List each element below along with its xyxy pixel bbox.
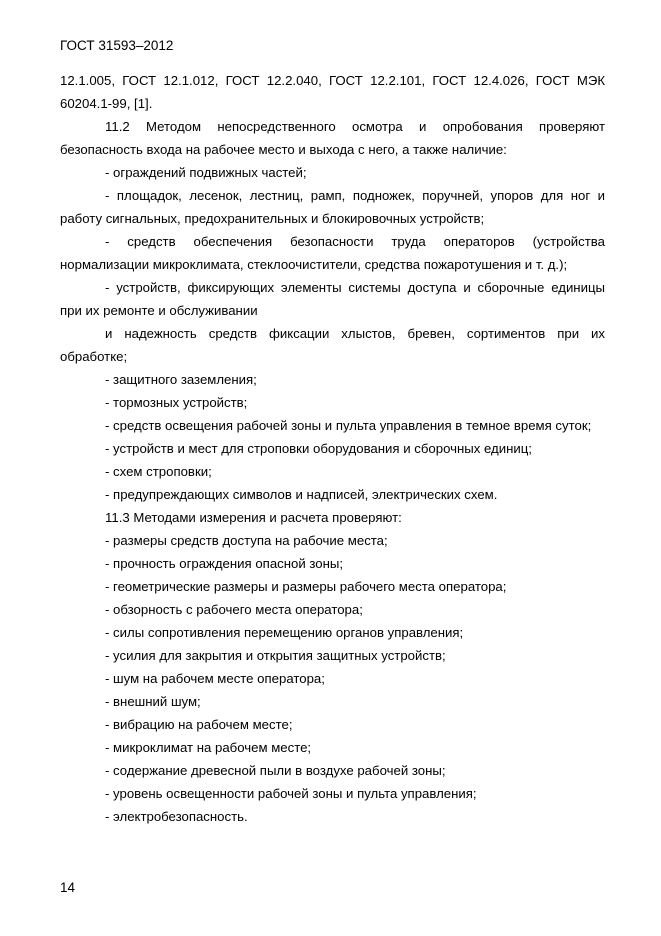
document-body bbox=[60, 69, 605, 828]
list-item: - устройств и мест для строповки оборудования и сборочных единиц; bbox=[105, 441, 532, 456]
list-item: - вибрацию на рабочем месте; bbox=[105, 717, 293, 732]
list-item: - площадок, лесенок, лестниц, рамп, подножек, поручней, упоров для ног и работу сигнальных, предохранительных и блокировочных устройств; bbox=[60, 188, 605, 226]
list-item: - тормозных устройств; bbox=[105, 395, 248, 410]
list-item: - схем строповки; bbox=[105, 464, 212, 479]
list-item: - внешний шум; bbox=[105, 694, 201, 709]
list-item: - ограждений подвижных частей; bbox=[105, 165, 307, 180]
list-item: - электробезопасность. bbox=[105, 809, 248, 824]
document-header: ГОСТ 31593–2012 bbox=[60, 38, 174, 53]
list-item-continuation: и надежность средств фиксации хлыстов, бревен, сортиментов при их обработке; bbox=[60, 326, 605, 364]
list-item: - усилия для закрытия и открытия защитных устройств; bbox=[105, 648, 446, 663]
paragraph-11-3: 11.3 Методами измерения и расчета проверяют: bbox=[105, 510, 402, 525]
list-item: - микроклимат на рабочем месте; bbox=[105, 740, 312, 755]
paragraph-11-2: 11.2 Методом непосредственного осмотра и опробования проверяют безопасность входа на рабочее место и выхода с него, а также наличие: bbox=[60, 119, 605, 157]
list-item: - предупреждающих символов и надписей, электрических схем. bbox=[105, 487, 498, 502]
list-item: - содержание древесной пыли в воздухе рабочей зоны; bbox=[105, 763, 446, 778]
list-item: - средств освещения рабочей зоны и пульта управления в темное время суток; bbox=[105, 418, 592, 433]
list-item: - обзорность с рабочего места оператора; bbox=[105, 602, 363, 617]
list-item: - защитного заземления; bbox=[105, 372, 257, 387]
list-item: - устройств, фиксирующих элементы системы доступа и сборочные единицы при их ремонте и обслуживании bbox=[60, 280, 605, 318]
list-item: - геометрические размеры и размеры рабочего места оператора; bbox=[105, 579, 507, 594]
page-number: 14 bbox=[60, 880, 76, 895]
list-item: - размеры средств доступа на рабочие места; bbox=[105, 533, 388, 548]
list-item: - прочность ограждения опасной зоны; bbox=[105, 556, 344, 571]
list-item: - уровень освещенности рабочей зоны и пульта управления; bbox=[105, 786, 477, 801]
list-item: - средств обеспечения безопасности труда операторов (устройства нормализации микроклимата, стеклоочистители, средства пожаротушения и т. д.); bbox=[60, 234, 605, 272]
paragraph-standards-list: 12.1.005, ГОСТ 12.1.012, ГОСТ 12.2.040, ГОСТ 12.2.101, ГОСТ 12.4.026, ГОСТ МЭК 60204.1-99, [1]. bbox=[60, 73, 605, 111]
list-item: - шум на рабочем месте оператора; bbox=[105, 671, 325, 686]
list-item: - силы сопротивления перемещению органов управления; bbox=[105, 625, 464, 640]
